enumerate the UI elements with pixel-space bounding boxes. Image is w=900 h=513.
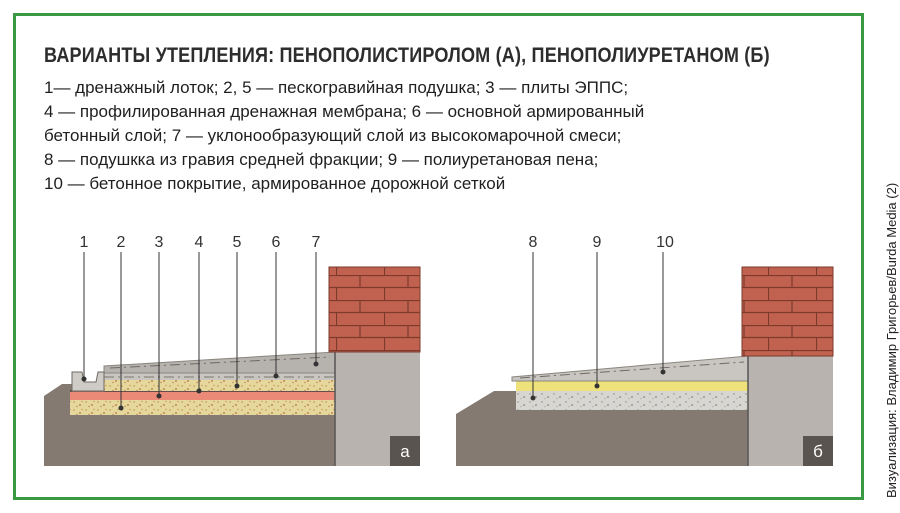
layer-3-epps	[70, 391, 335, 400]
page-title: ВАРИАНТЫ УТЕПЛЕНИЯ: ПЕНОПОЛИСТИРОЛОМ (А), ПЕНОПОЛИУРЕТАНОМ (Б)	[44, 44, 770, 67]
layer-2-sand-gravel	[70, 400, 335, 415]
label-3: 3	[154, 234, 164, 251]
layer-9-pu-foam	[516, 381, 748, 391]
badge-b-label: б	[813, 442, 823, 461]
label-10: 10	[656, 234, 674, 251]
label-7: 7	[311, 234, 321, 251]
layer-5-sand-gravel	[104, 380, 335, 391]
layer-8-gravel	[516, 391, 748, 410]
legend-line: 4 — профилированная дренажная мембрана; 6 — основной армированный	[44, 102, 645, 121]
label-1: 1	[79, 234, 89, 251]
legend-line: бетонный слой; 7 — уклонообразующий слой из высокомарочной смеси;	[44, 126, 622, 145]
label-5: 5	[232, 234, 242, 251]
diagram-a	[44, 234, 420, 466]
legend-line: 8 — подушкка из гравия средней фракции; 9 — полиуретановая пена;	[44, 150, 599, 169]
diagram-b	[456, 234, 833, 466]
label-8: 8	[528, 234, 538, 251]
layer-10-concrete	[512, 356, 748, 381]
legend-line: 10 — бетонное покрытие, армированное дорожной сеткой	[44, 174, 506, 193]
legend-line: 1— дренажный лоток; 2, 5 — пескогравийная подушка; 3 — плиты ЭППС;	[44, 78, 629, 97]
drain-tray-1	[72, 372, 104, 391]
label-4: 4	[194, 234, 204, 251]
label-2: 2	[116, 234, 126, 251]
label-9: 9	[592, 234, 602, 251]
label-6: 6	[271, 234, 281, 251]
badge-a-label: а	[400, 442, 410, 461]
image-credit: Визуализация: Владимир Григорьев/Burda Media (2)	[884, 182, 899, 498]
brick-wall-b	[742, 267, 833, 356]
brick-wall-a	[329, 267, 420, 352]
